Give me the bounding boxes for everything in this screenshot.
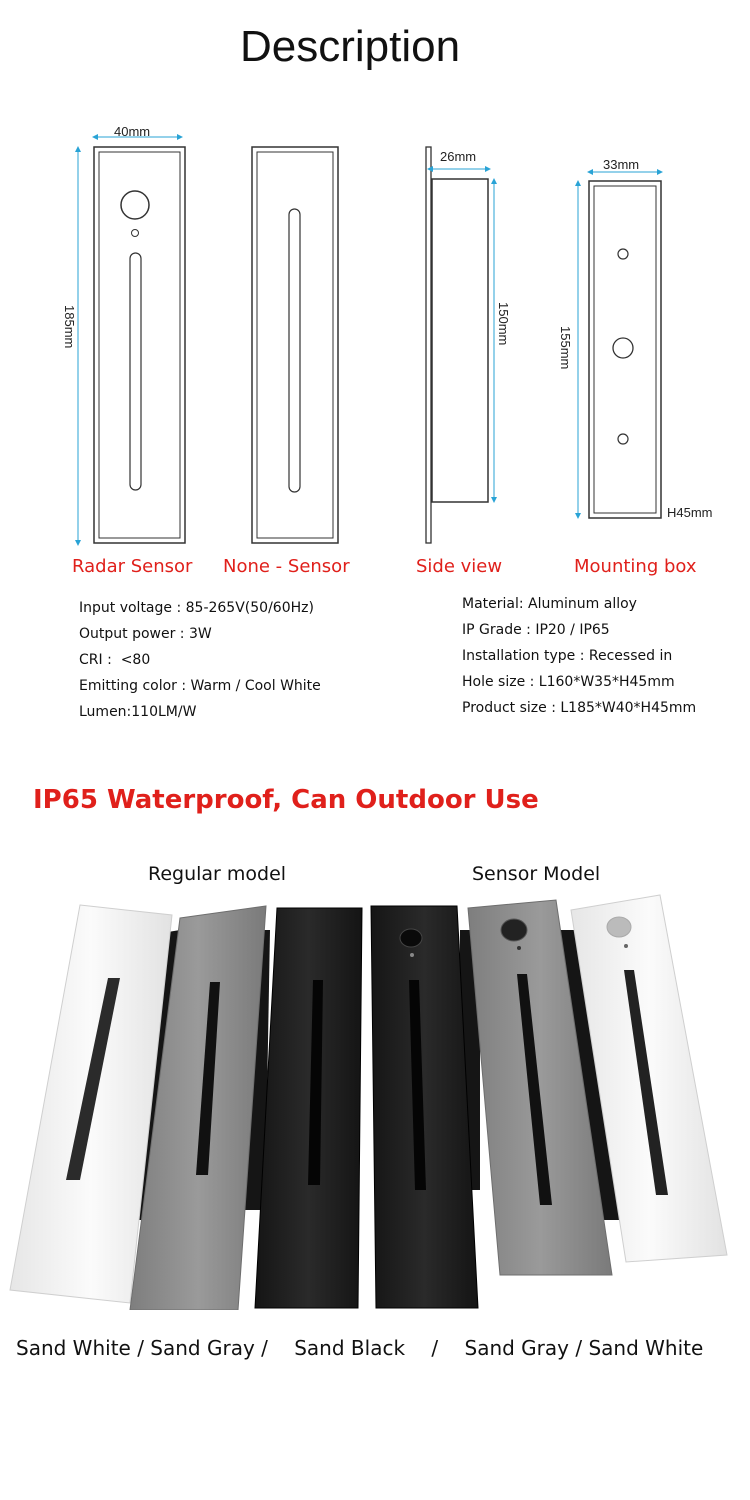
dim-width-box: 33mm <box>603 157 640 172</box>
spec-cri: CRI : <80 <box>79 652 151 668</box>
spec-ip-grade: IP Grade : IP20 / IP65 <box>462 622 610 638</box>
dim-width-front: 40mm <box>114 124 151 139</box>
mounting-box-drawing <box>578 172 661 518</box>
spec-product-size: Product size : L185*W40*H45mm <box>462 700 697 716</box>
color-options-line <box>16 1336 703 1360</box>
none-sensor-drawing <box>252 147 338 543</box>
dim-depth-side: 26mm <box>440 149 477 164</box>
caption-side-view: Side view <box>416 556 503 577</box>
dim-height-side: 150mm <box>496 302 511 346</box>
caption-mounting-box: Mounting box <box>574 556 697 577</box>
product-sand-black-regular <box>255 908 362 1308</box>
colors-part-2: Sand Black <box>294 1336 406 1360</box>
dim-height-front: 185mm <box>62 305 77 349</box>
spec-output-power: Output power : 3W <box>79 626 212 642</box>
dim-height-box: 155mm <box>558 326 573 370</box>
colors-separator: / <box>431 1336 439 1360</box>
spec-lumen: Lumen:110LM/W <box>79 704 197 720</box>
caption-radar-sensor: Radar Sensor <box>72 556 193 577</box>
specs-left <box>79 595 321 725</box>
spec-material: Material: Aluminum alloy <box>462 596 637 612</box>
dim-box-depth: H45mm <box>667 505 713 520</box>
spec-hole-size: Hole size : L160*W35*H45mm <box>462 674 675 690</box>
specs-right <box>462 591 696 721</box>
waterproof-headline: IP65 Waterproof, Can Outdoor Use <box>33 785 539 815</box>
spec-installation-type: Installation type : Recessed in <box>462 648 673 664</box>
caption-none-sensor: None - Sensor <box>223 556 350 577</box>
spec-emitting-color: Emitting color : Warm / Cool White <box>79 678 321 694</box>
side-view-drawing <box>426 147 494 543</box>
regular-model-label: Regular model <box>148 863 287 885</box>
product-lineup-photo <box>0 890 750 1310</box>
technical-drawings <box>0 115 750 555</box>
page-title: Description <box>239 22 461 71</box>
sensor-model-label: Sensor Model <box>472 863 601 885</box>
colors-part-1: Sand White / Sand Gray / <box>16 1336 268 1360</box>
radar-sensor-drawing <box>78 137 185 543</box>
colors-part-3: Sand Gray / Sand White <box>464 1336 704 1360</box>
spec-input-voltage: Input voltage : 85-265V(50/60Hz) <box>79 600 314 616</box>
